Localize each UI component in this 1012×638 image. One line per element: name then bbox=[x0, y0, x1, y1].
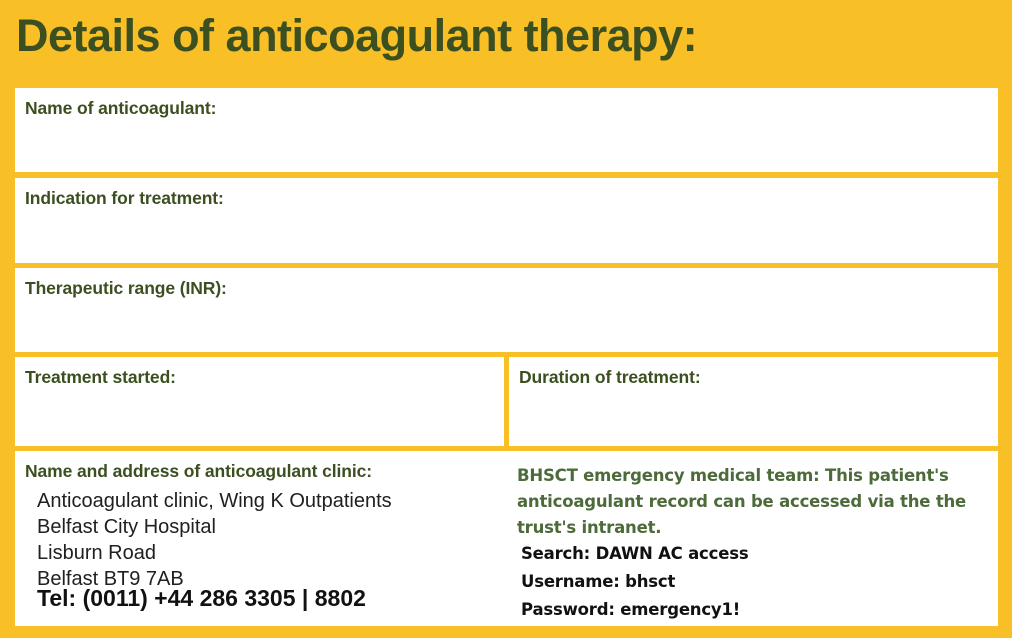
therapeutic-range-field[interactable] bbox=[15, 268, 998, 352]
duration-field[interactable] bbox=[509, 357, 998, 446]
clinic-telephone: Tel: (0011) +44 286 3305 | 8802 bbox=[37, 585, 366, 611]
indication-label: Indication for treatment: bbox=[25, 188, 224, 208]
clinic-address-line: Anticoagulant clinic, Wing K Outpatients bbox=[37, 490, 392, 512]
therapeutic-range-label: Therapeutic range (INR): bbox=[25, 278, 227, 298]
treatment-started-field[interactable] bbox=[15, 357, 504, 446]
clinic-address-line: Lisburn Road bbox=[37, 542, 156, 564]
duration-label: Duration of treatment: bbox=[519, 367, 701, 387]
clinic-address-line: Belfast BT9 7AB bbox=[37, 568, 184, 590]
anticoagulant-name-field[interactable] bbox=[15, 88, 998, 172]
treatment-started-label: Treatment started: bbox=[25, 367, 176, 387]
clinic-address-line: Belfast City Hospital bbox=[37, 516, 216, 538]
search-instruction: Search: DAWN AC access bbox=[521, 544, 749, 563]
clinic-section bbox=[15, 451, 998, 626]
indication-field[interactable] bbox=[15, 178, 998, 263]
clinic-label: Name and address of anticoagulant clinic: bbox=[25, 461, 372, 481]
emergency-notice-text: BHSCT emergency medical team: This patient's anticoagulant record can be accessed via the the trust's intranet. bbox=[517, 466, 967, 537]
anticoagulant-name-label: Name of anticoagulant: bbox=[25, 98, 217, 118]
page-title: Details of anticoagulant therapy: bbox=[16, 10, 698, 61]
password-instruction: Password: emergency1! bbox=[521, 600, 741, 619]
emergency-notice bbox=[509, 451, 998, 626]
username-instruction: Username: bhsct bbox=[521, 572, 676, 591]
